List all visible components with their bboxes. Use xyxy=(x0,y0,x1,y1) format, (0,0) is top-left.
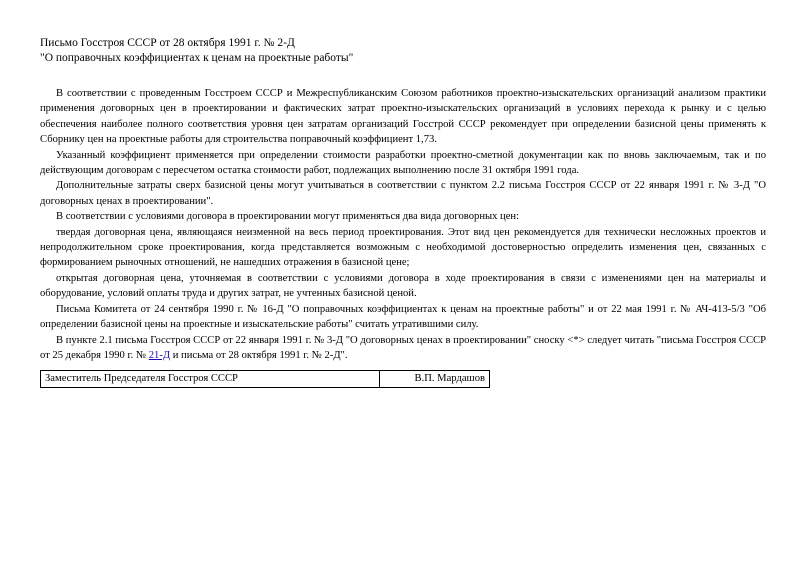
paragraph-8-text-start: В пункте 2.1 письма Госстроя СССР от 22 января 1991 г. № 3-Д "О договорных ценах в проектировании" сноску <*> следует читать "письма Госстроя СССР от 25 декабря 1990 г. № xyxy=(40,334,766,361)
document-link-21-d[interactable]: 21-Д xyxy=(148,349,171,361)
paragraph-5: твердая договорная цена, являющаяся неизменной на весь период проектирования. Этот вид цен рекомендуется для технически несложных проектов и непродолжительном сроке проектирования, когда представляется возможным с необходимой достоверностью определить изменения цен, связанных с формированием рыночных отношений, не нашедших отражения в базисной цене; xyxy=(40,226,766,269)
document-body xyxy=(40,86,766,363)
paragraph-4: В соответствии с условиями договора в проектировании могут применяться два вида договорных цен: xyxy=(56,211,520,223)
title-line-2: "О поправочных коэффициентах к ценам на проектные работы" xyxy=(40,52,354,64)
document-title xyxy=(40,36,766,66)
signatory-role: Заместитель Председателя Госстроя СССР xyxy=(41,371,380,388)
paragraph-3: Дополнительные затраты сверх базисной цены могут учитываться в соответствии с пунктом 2.2 письма Госстроя СССР от 22 января 1991 г. № 3-Д "О договорных ценах в проектировании". xyxy=(40,180,766,207)
paragraph-1: В соответствии с проведенным Госстроем СССР и Межреспубликанским Союзом работников проектно-изыскательских организаций анализом практики применения договорных цен в проектировании и фактических затрат проектно-изыскательских организаций в условиях перехода к рынку и с целью обеспечения наиболее полного соответствия уровня цен затратам организаций Госстрой СССР рекомендует при определении базисной цены применять к Сборнику цен на проектные работы для строительства поправочный коэффициент 1,73. xyxy=(40,88,766,146)
signature-row xyxy=(41,371,490,388)
signature-table xyxy=(40,370,490,388)
paragraph-2: Указанный коэффициент применяется при определении стоимости разработки проектно-сметной документации как по вновь заключаемым, так и по действующим договорам с пересчетом остатка стоимости работ, подлежащих выполнению после 31 октября 1991 года. xyxy=(40,149,766,177)
paragraph-7: Письма Комитета от 24 сентября 1990 г. № 16-Д "О поправочных коэффициентах к ценам на проектные работы" и от 22 мая 1991 г. № АЧ-413-5/3 "Об определении базисной цены на проектные и изыскательские работы" считать утратившими силу. xyxy=(40,303,766,331)
title-line-1: Письмо Госстроя СССР от 28 октября 1991 г. № 2-Д xyxy=(40,37,295,49)
paragraph-6: открытая договорная цена, уточняемая в соответствии с условиями договора в ходе проектирования в связи с изменениями цен на материалы и оборудование, условий оплаты труда и других затрат, не учтенных базисной ценой. xyxy=(40,272,766,300)
paragraph-8-text-end: и письма от 28 октября 1991 г. № 2-Д". xyxy=(170,349,348,361)
document-page xyxy=(40,36,766,388)
paragraph-8 xyxy=(40,333,766,364)
signatory-name: В.П. Мардашов xyxy=(380,371,490,388)
